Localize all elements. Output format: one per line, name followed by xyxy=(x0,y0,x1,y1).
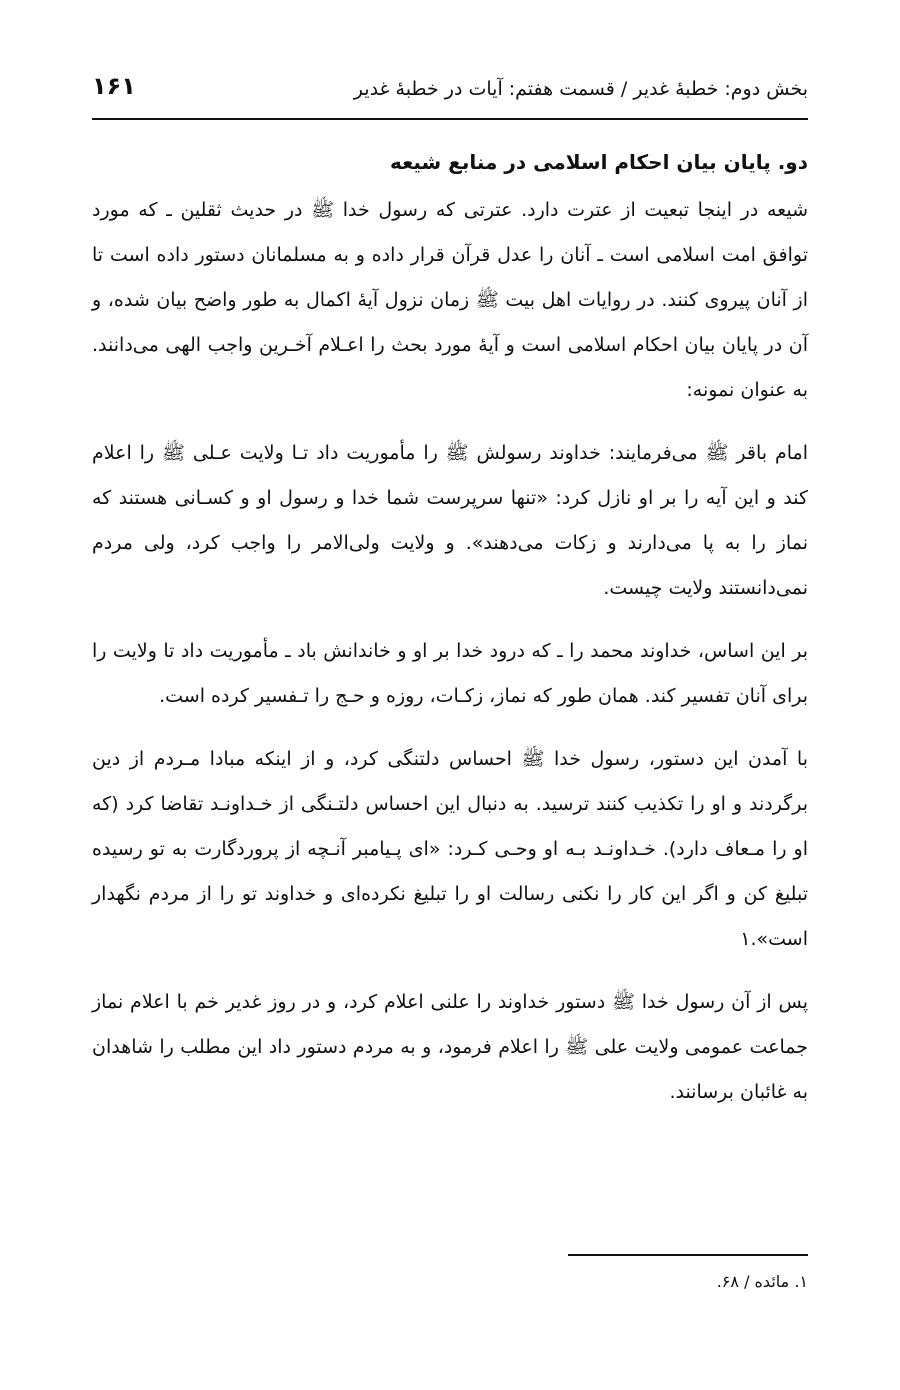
running-title: بخش دوم: خطبهٔ غدیر / قسمت هفتم: آیات در خطبهٔ غدیر xyxy=(353,78,808,100)
main-text xyxy=(92,142,808,1133)
footnote: ۱. مائده / ۶۸. xyxy=(716,1272,808,1291)
paragraph: امام باقر ﷺ می‌فرمایند: خداوند رسولش ﷺ را مأموریت داد تـا ولایت عـلی ﷺ را اعلام کند و این آیه را بر او نازل کرد: «تنها سرپرست شما خدا و رسول او و کسـانی هستند که نماز را به پا می‌دارند و زکات می‌دهند». و ولایت ولی‌الامر را واجب کرد، ولی مردم نمی‌دانستند ولایت چیست. xyxy=(92,442,808,599)
paragraph: با آمدن این دستور، رسول خدا ﷺ احساس دلتنگی کرد، و از اینکه مبادا مـردم از دین برگردند و او را تکذیب کنند ترسید. به دنبال این احساس دلتـنگی از خـداونـد تقاضا کرد (که او را مـعاف دارد). خـداونـد بـه او وحـی کـرد: «ای پـیامبر آنـچه از پروردگارت به تو رسیده تبلیغ کن و اگر این کار را نکنی رسالت او را تبلیغ نکرده‌ای و خداوند تو را از مردم نگهدار است».۱ xyxy=(92,748,808,950)
paragraph: شیعه در اینجا تبعیت از عترت دارد. عترتی که رسول خدا ﷺ در حدیث ثقلین ـ که مورد توافق امت اسلامی است ـ آنان را عدل قرآن قرار داده و به مسلمانان دستور داده است تا از آنان پیروی کنند. در روایات اهل بیت ﷺ زمان نزول آیهٔ اکمال به طور واضح بیان شده، و آن در پایان بیان احکام اسلامی است و آیهٔ مورد بحث را اعـلام آخـرین واجب الهی می‌دانند. به عنوان نمونه: xyxy=(92,199,808,401)
footnote-divider xyxy=(568,1254,808,1256)
page-header xyxy=(92,72,808,112)
page-number: ۱۶۱ xyxy=(92,72,136,100)
header-divider xyxy=(92,118,808,120)
paragraph: پس از آن رسول خدا ﷺ دستور خداوند را علنی اعلام کرد، و در روز غدیر خم با اعلام نماز جماعت عمومی ولایت علی ﷺ را اعلام فرمود، و به مردم دستور داد این مطلب را شاهدان به غائبان برسانند. xyxy=(92,991,808,1103)
paragraph: بر این اساس، خداوند محمد را ـ که درود خدا بر او و خاندانش باد ـ مأموریت داد تا ولایت را برای آنان تفسیر کند. همان طور که نماز، زکـات، روزه و حـج را تـفسیر کرده است. xyxy=(92,640,808,707)
section-heading: دو. پایان بیان احکام اسلامی در منابع شیعه xyxy=(389,150,808,174)
